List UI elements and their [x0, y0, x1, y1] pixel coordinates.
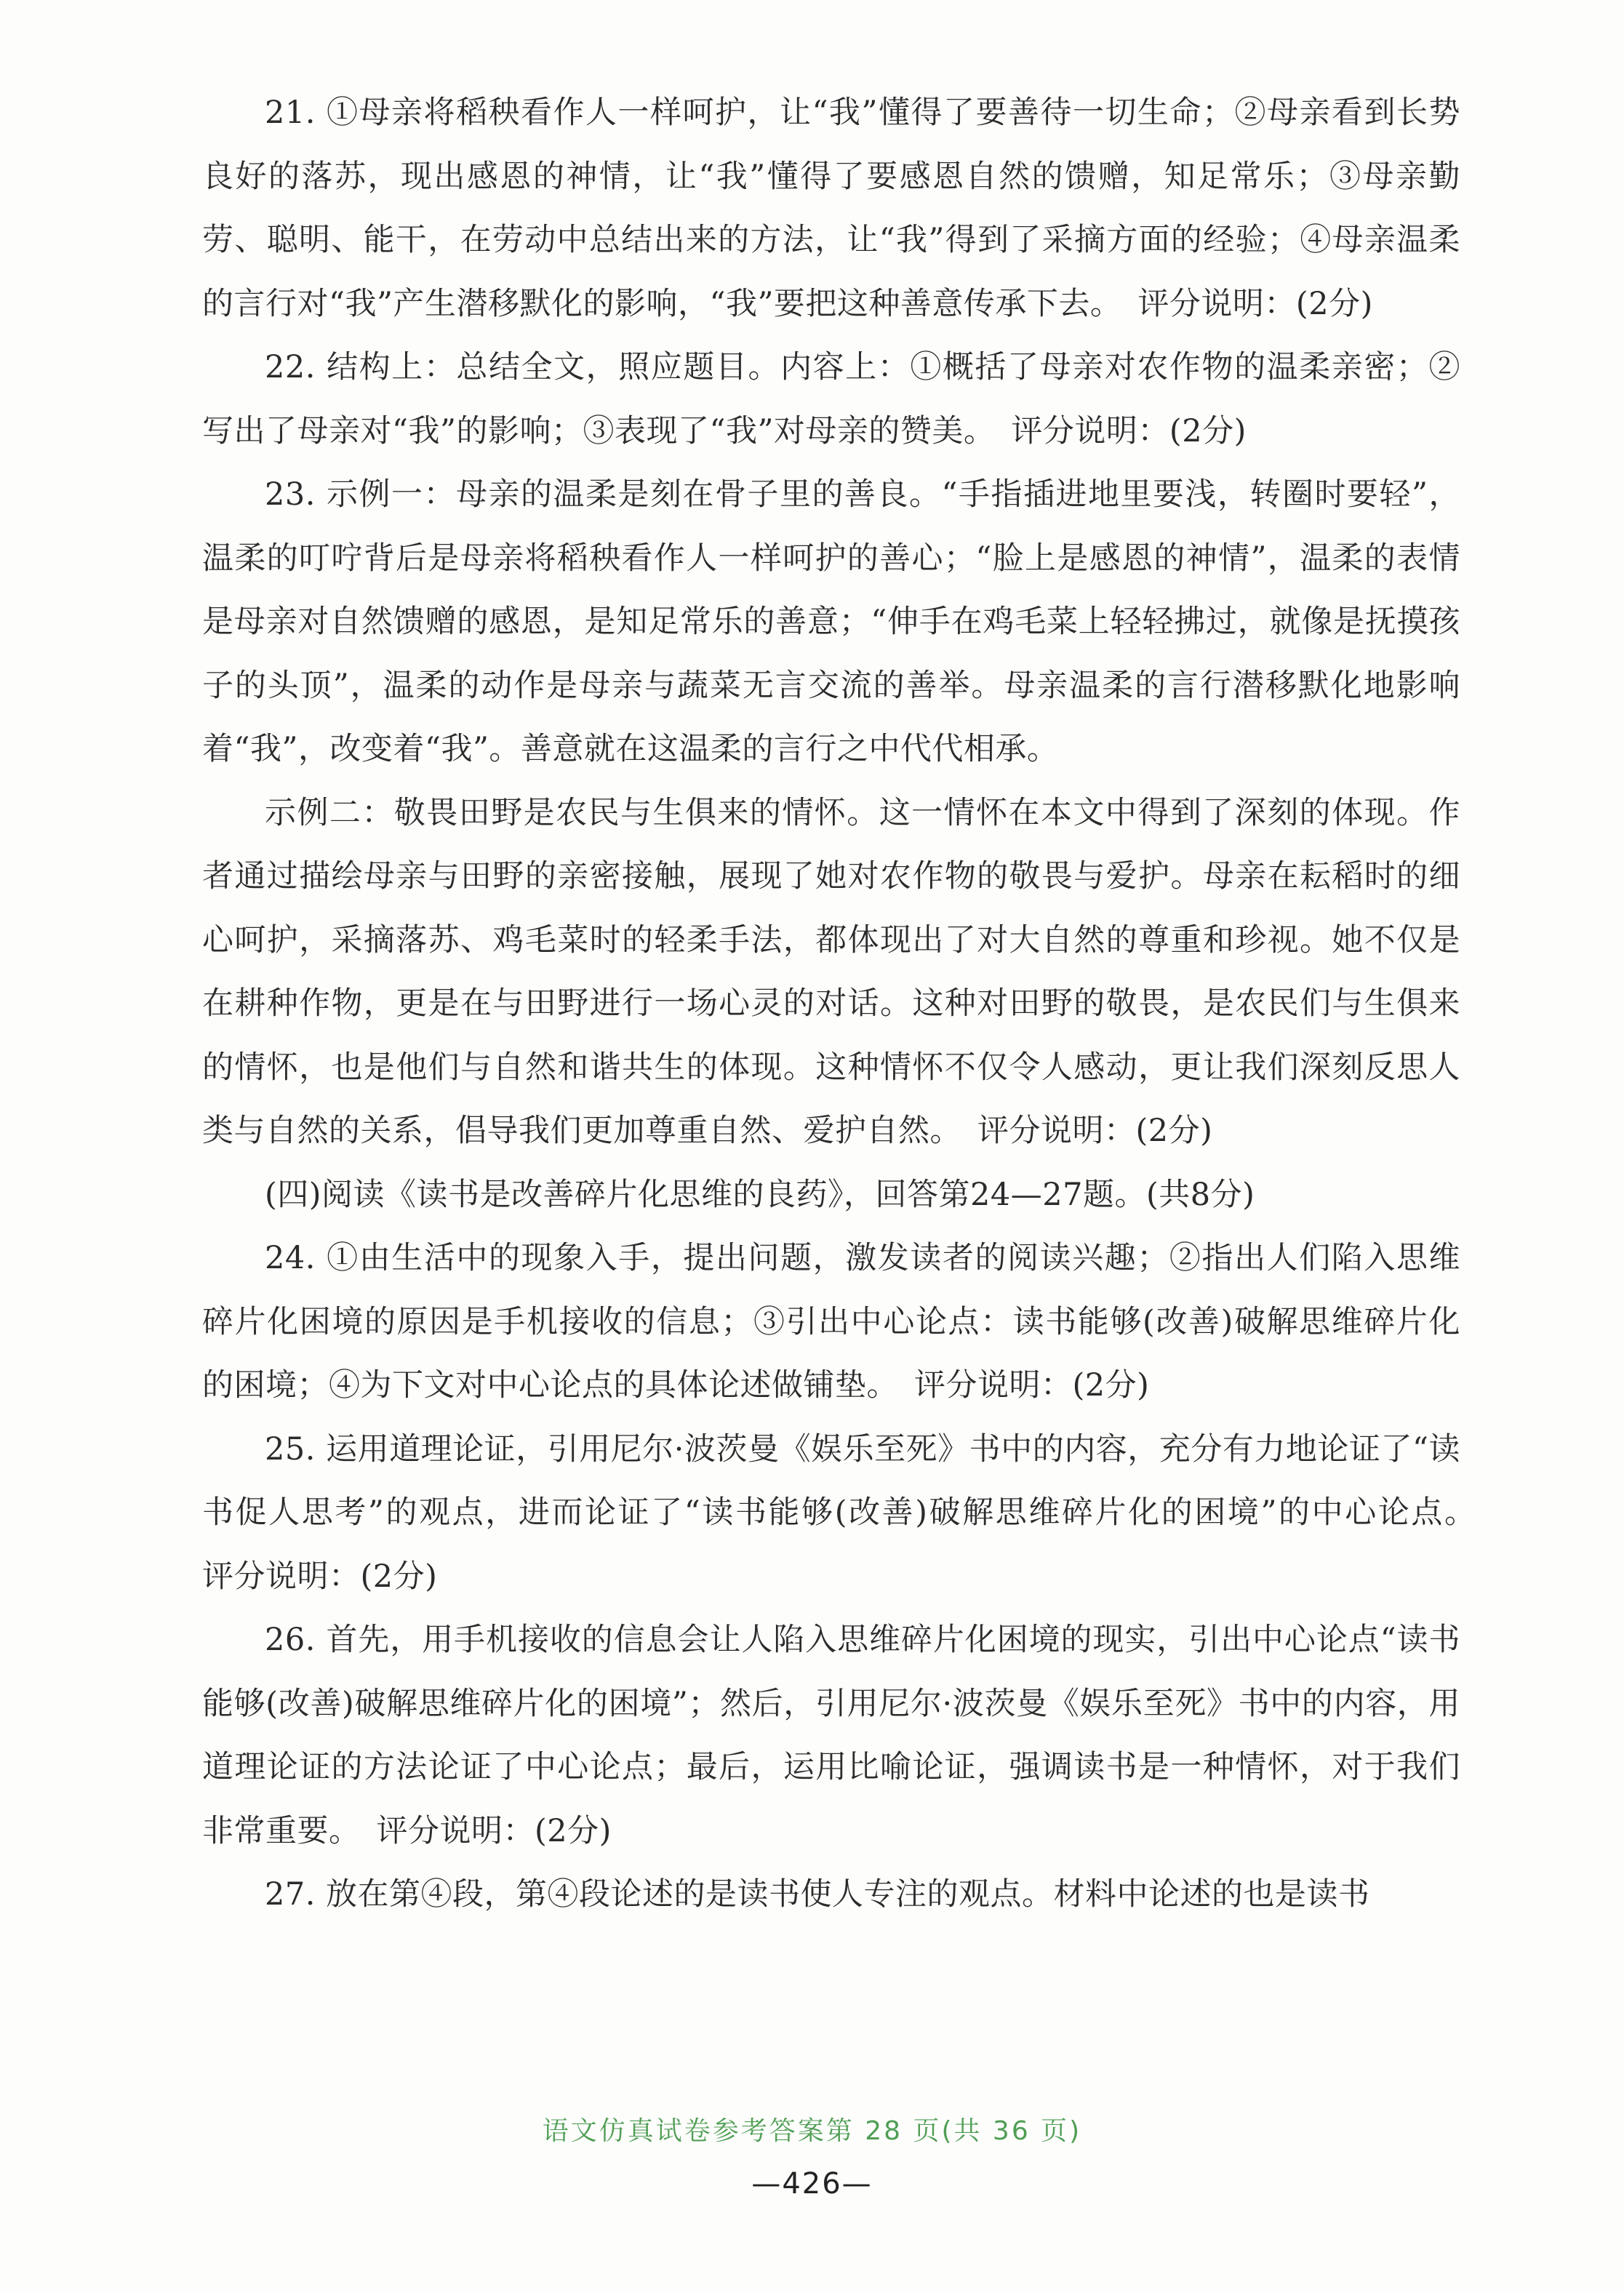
footer-title: 语文仿真试卷参考答案第 28 页(共 36 页)	[542, 2116, 1082, 2146]
answer-26: 26. 首先，用手机接收的信息会让人陷入思维碎片化困境的现实，引出中心论点“读书能够(改善)破解思维碎片化的困境”；然后，引用尼尔·波茨曼《娱乐至死》书中的内容，用道理论证的方法论证了中心论点；最后，运用比喻论证，强调读书是一种情怀，对于我们非常重要。 评分说明：(2分)	[202, 1622, 1460, 1849]
answer-23-example-2: 示例二：敬畏田野是农民与生俱来的情怀。这一情怀在本文中得到了深刻的体现。作者通过描绘母亲与田野的亲密接触，展现了她对农作物的敬畏与爱护。母亲在耘稻时的细心呵护，采摘落苏、鸡毛菜时的轻柔手法，都体现出了对大自然的尊重和珍视。她不仅是在耕种作物，更是在与田野进行一场心灵的对话。这种对田野的敬畏，是农民们与生俱来的情怀，也是他们与自然和谐共生的体现。这种情怀不仅令人感动，更让我们深刻反思人类与自然的关系，倡导我们更加尊重自然、爱护自然。 评分说明：(2分)	[202, 794, 1460, 1149]
answer-24: 24. ①由生活中的现象入手，提出问题，激发读者的阅读兴趣；②指出人们陷入思维碎片化困境的原因是手机接收的信息；③引出中心论点：读书能够(改善)破解思维碎片化的困境；④为下文对中心论点的具体论述做铺垫。 评分说明：(2分)	[202, 1240, 1460, 1404]
answer-content	[202, 81, 1492, 1927]
section-4-heading: (四)阅读《读书是改善碎片化思维的良药》，回答第24—27题。(共8分)	[265, 1176, 1255, 1213]
answer-21: 21. ①母亲将稻秧看作人一样呵护，让“我”懂得了要善待一切生命；②母亲看到长势良好的落苏，现出感恩的神情，让“我”懂得了要感恩自然的馈赠，知足常乐；③母亲勤劳、聪明、能干，在劳动中总结出来的方法，让“我”得到了采摘方面的经验；④母亲温柔的言行对“我”产生潜移默化的影响，“我”要把这种善意传承下去。 评分说明：(2分)	[202, 95, 1460, 322]
answer-27: 27. 放在第④段，第④段论述的是读书使人专注的观点。材料中论述的也是读书	[265, 1876, 1370, 1913]
answer-25: 25. 运用道理论证，引用尼尔·波茨曼《娱乐至死》书中的内容，充分有力地论证了“读书促人思考”的观点，进而论证了“读书能够(改善)破解思维碎片化的困境”的中心论点。 评分说明：(2分)	[202, 1430, 1492, 1595]
answer-23-example-1: 23. 示例一：母亲的温柔是刻在骨子里的善良。“手指插进地里要浅，转圈时要轻”，温柔的叮咛背后是母亲将稻秧看作人一样呵护的善心；“脸上是感恩的神情”，温柔的表情是母亲对自然馈赠的感恩，是知足常乐的善意；“伸手在鸡毛菜上轻轻拂过，就像是抚摸孩子的头顶”，温柔的动作是母亲与蔬菜无言交流的善举。母亲温柔的言行潜移默化地影响着“我”，改变着“我”。善意就在这温柔的言行之中代代相承。	[202, 476, 1460, 767]
answer-22: 22. 结构上：总结全文，照应题目。内容上：①概括了母亲对农作物的温柔亲密；②写出了母亲对“我”的影响；③表现了“我”对母亲的赞美。 评分说明：(2分)	[202, 349, 1460, 449]
page-number: —426—	[751, 2167, 873, 2201]
